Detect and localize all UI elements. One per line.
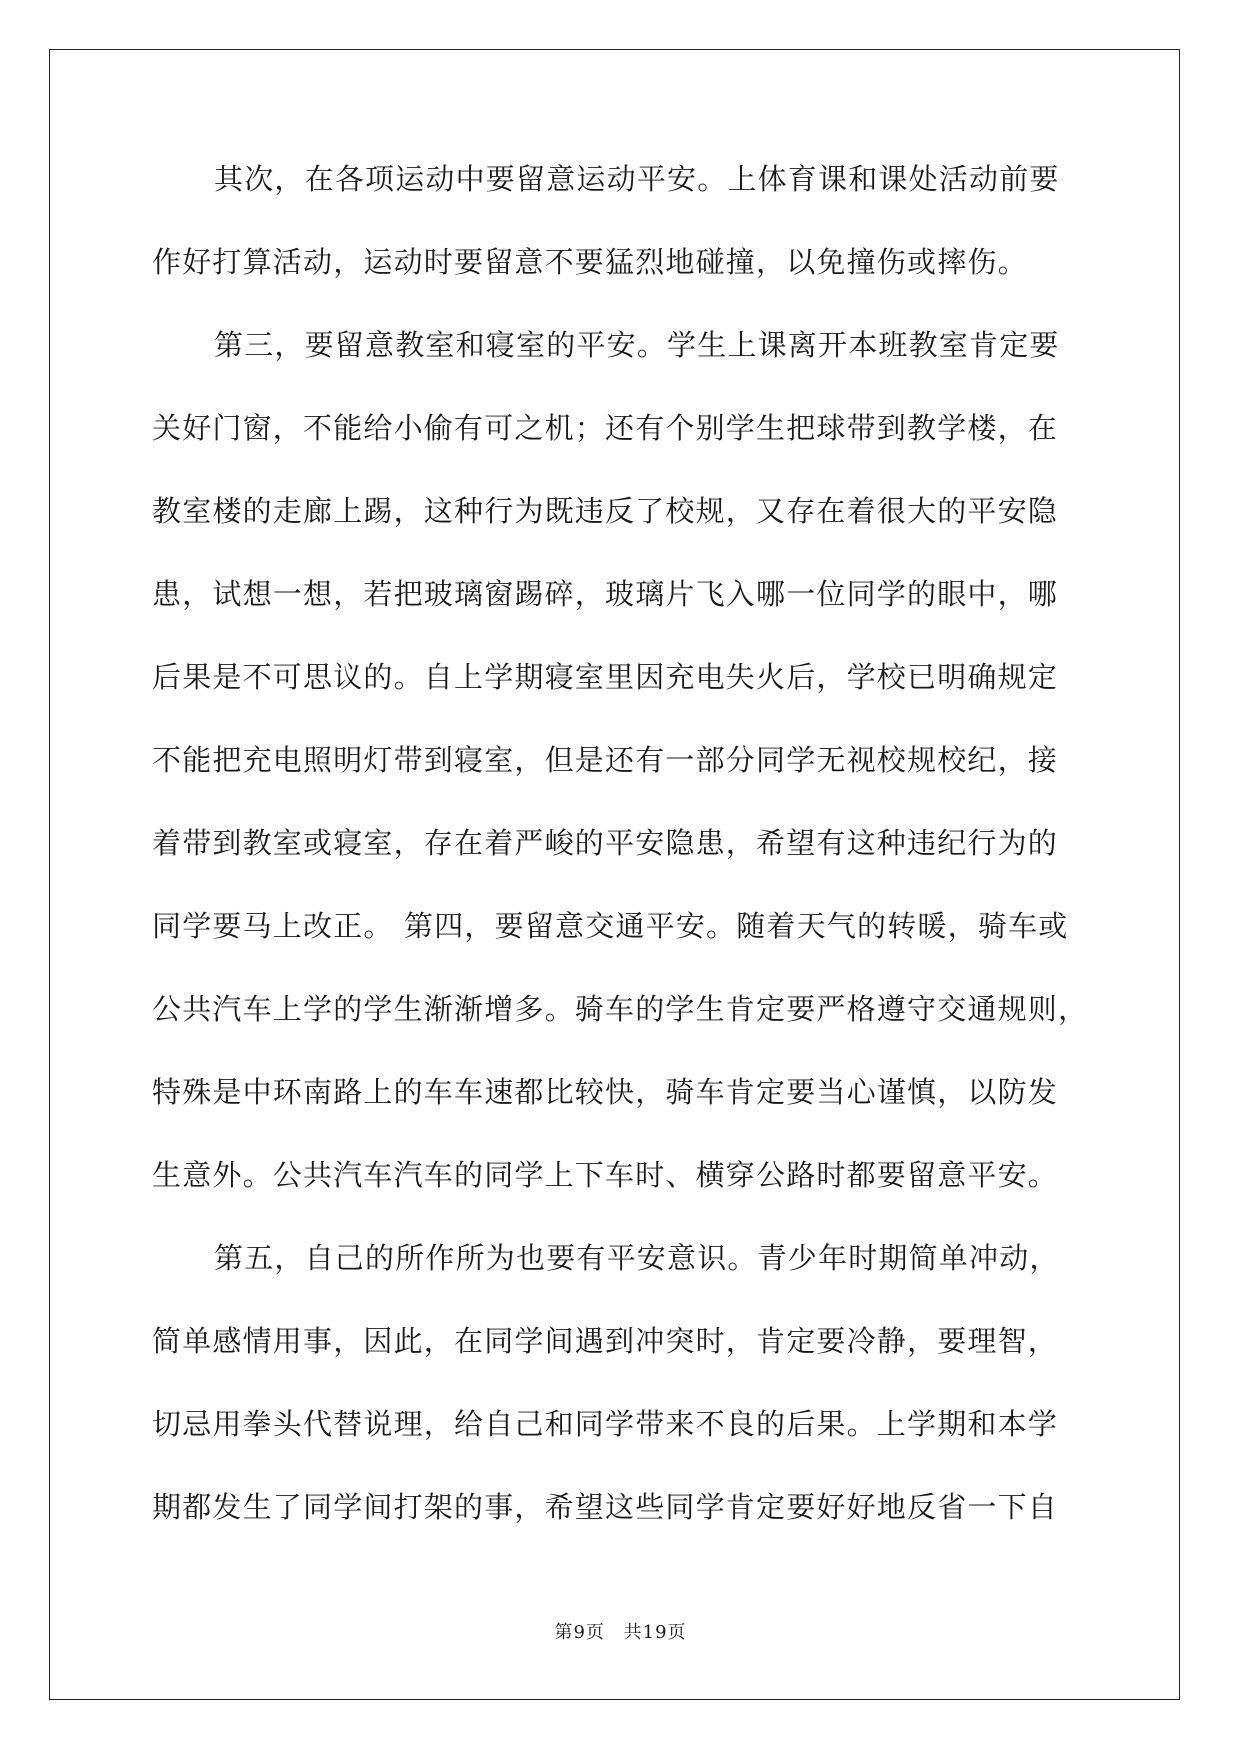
- text-line: 不能把充电照明灯带到寝室，但是还有一部分同学无视校规校纪，接: [152, 743, 1059, 777]
- page-footer: [0, 1618, 1241, 1644]
- text-line: 关好门窗，不能给小偷有可之机；还有个别学生把球带到教学楼，在: [152, 411, 1059, 445]
- text-line: 教室楼的走廊上踢，这种行为既违反了校规，又存在着很大的平安隐: [152, 494, 1059, 528]
- text-line: 其次，在各项运动中要留意运动平安。上体育课和课处活动前要: [214, 162, 1060, 196]
- page-total: 共19页: [623, 1622, 687, 1643]
- text-line: 第五，自己的所作所为也要有平安意识。青少年时期简单冲动，: [214, 1241, 1060, 1275]
- text-line: 作好打算活动，运动时要留意不要猛烈地碰撞，以免撞伤或摔伤。: [152, 245, 1028, 279]
- page-number: 第9页: [554, 1622, 605, 1643]
- document-body: [152, 160, 1090, 1571]
- text-line: 患，试想一想，若把玻璃窗踢碎，玻璃片飞入哪一位同学的眼中，哪: [152, 577, 1059, 611]
- text-line: 切忌用拳头代替说理，给自己和同学带来不良的后果。上学期和本学: [152, 1407, 1059, 1441]
- text-line: 后果是不可思议的。自上学期寝室里因充电失火后，学校已明确规定: [152, 660, 1059, 694]
- text-line: 着带到教室或寝室，存在着严峻的平安隐患，希望有这种违纪行为的: [152, 826, 1059, 860]
- text-line: 生意外。公共汽车汽车的同学上下车时、横穿公路时都要留意平安。: [152, 1158, 1059, 1192]
- text-line: 简单感情用事，因此，在同学间遇到冲突时，肯定要冷静，要理智，: [152, 1324, 1059, 1358]
- text-line: 第三，要留意教室和寝室的平安。学生上课离开本班教室肯定要: [214, 328, 1060, 362]
- text-line: 特殊是中环南路上的车车速都比较快，骑车肯定要当心谨慎，以防发: [152, 1075, 1059, 1109]
- text-line: 同学要马上改正。 第四，要留意交通平安。随着天气的转暖，骑车或: [152, 909, 1069, 943]
- text-line: 期都发生了同学间打架的事，希望这些同学肯定要好好地反省一下自: [152, 1490, 1059, 1524]
- text-line: 公共汽车上学的学生渐渐增多。骑车的学生肯定要严格遵守交通规则，: [152, 992, 1089, 1026]
